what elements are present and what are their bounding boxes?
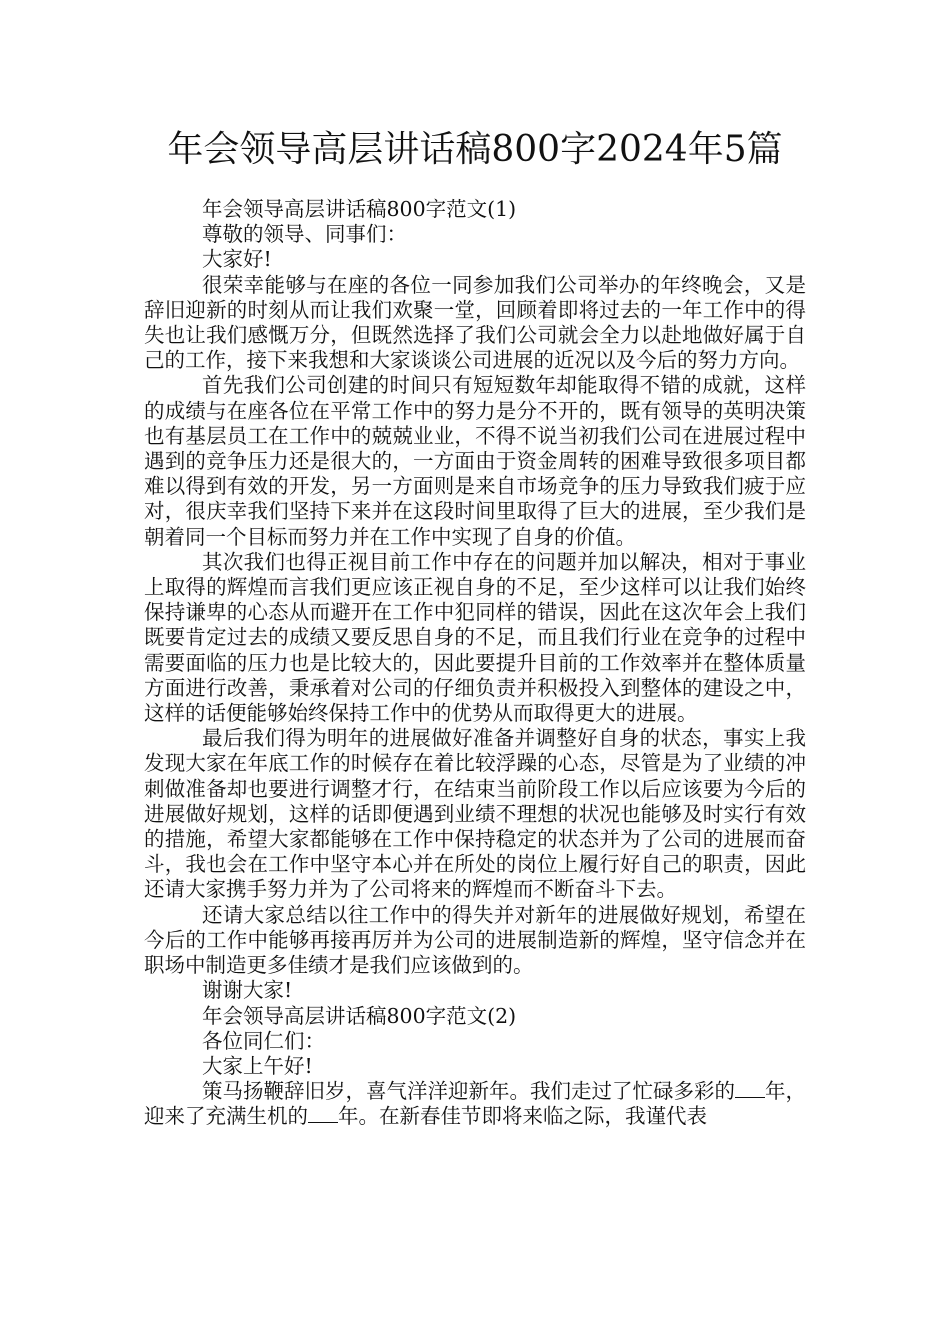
document-title: 年会领导高层讲话稿800字2024年5篇 <box>167 129 783 170</box>
blank-line <box>735 1079 765 1098</box>
paragraph-text: 策马扬鞭辞旧岁，喜气洋洋迎新年。我们走过了忙碌多彩的 <box>202 1079 735 1104</box>
paragraph-text: 年。在新春佳节即将来临之际，我谨代表 <box>338 1104 707 1129</box>
body-paragraph: 最后我们得为明年的进展做好准备并调整好自身的状态，事实上我发现大家在年底工作的时候存在着比较浮躁的心态，尽管是为了业绩的冲刺做准备却也要进行调整才行，在结束当前阶段工作以后应该要为今后的进展做好规划，这样的话即便遇到业绩不理想的状况也能够及时实行有效的措施，希望大家都能够在工作中保持稳定的状态并为了公司的进展而奋斗，我也会在工作中坚守本心并在所处的岗位上履行好自己的职责，因此还请大家携手努力并为了公司将来的辉煌而不断奋斗下去。 <box>144 726 806 902</box>
closing: 谢谢大家! <box>202 978 293 1003</box>
section-heading: 年会领导高层讲话稿800字范文(2) <box>202 1003 517 1028</box>
body-paragraph <box>144 1079 806 1129</box>
greeting: 大家好! <box>202 247 272 272</box>
salutation: 尊敬的领导、同事们： <box>202 222 407 247</box>
body-paragraph: 其次我们也得正视目前工作中存在的问题并加以解决，相对于事业上取得的辉煌而言我们更应该正视自身的不足，至少这样可以让我们始终保持谦卑的心态从而避开在工作中犯同样的错误，因此在这次年会上我们既要肯定过去的成绩又要反思自身的不足，而且我们行业在竞争的过程中需要面临的压力也是比较大的，因此要提升目前的工作效率并在整体质量方面进行改善，秉承着对公司的仔细负责并积极投入到整体的建设之中，这样的话便能够始终保持工作中的优势从而取得更大的进展。 <box>144 549 806 726</box>
paragraph-text: 年，迎来了充满生机的 <box>144 1079 806 1129</box>
salutation: 各位同仁们： <box>202 1028 325 1053</box>
greeting: 大家上午好! <box>202 1053 313 1078</box>
body-paragraph: 还请大家总结以往工作中的得失并对新年的进展做好规划，希望在今后的工作中能够再接再厉并为公司的进展制造新的辉煌，坚守信念并在职场中制造更多佳绩才是我们应该做到的。 <box>144 902 806 978</box>
blank-line <box>308 1104 338 1123</box>
body-paragraph: 很荣幸能够与在座的各位一同参加我们公司举办的年终晚会，又是辞旧迎新的时刻从而让我们欢聚一堂，回顾着即将过去的一年工作中的得失也让我们感慨万分，但既然选择了我们公司就会全力以赴地做好属于自己的工作，接下来我想和大家谈谈公司进展的近况以及今后的努力方向。 <box>144 272 806 373</box>
document-body <box>144 197 806 1130</box>
section-heading: 年会领导高层讲话稿800字范文(1) <box>202 197 517 221</box>
body-paragraph: 首先我们公司创建的时间只有短短数年却能取得不错的成就，这样的成绩与在座各位在平常工作中的努力是分不开的，既有领导的英明决策也有基层员工在工作中的兢兢业业，不得不说当初我们公司在进展过程中遇到的竞争压力还是很大的，一方面由于资金周转的困难导致很多项目都难以得到有效的开发，另一方面则是来自市场竞争的压力导致我们疲于应对，很庆幸我们坚持下来并在这段时间里取得了巨大的进展，至少我们是朝着同一个目标而努力并在工作中实现了自身的价值。 <box>144 373 806 549</box>
